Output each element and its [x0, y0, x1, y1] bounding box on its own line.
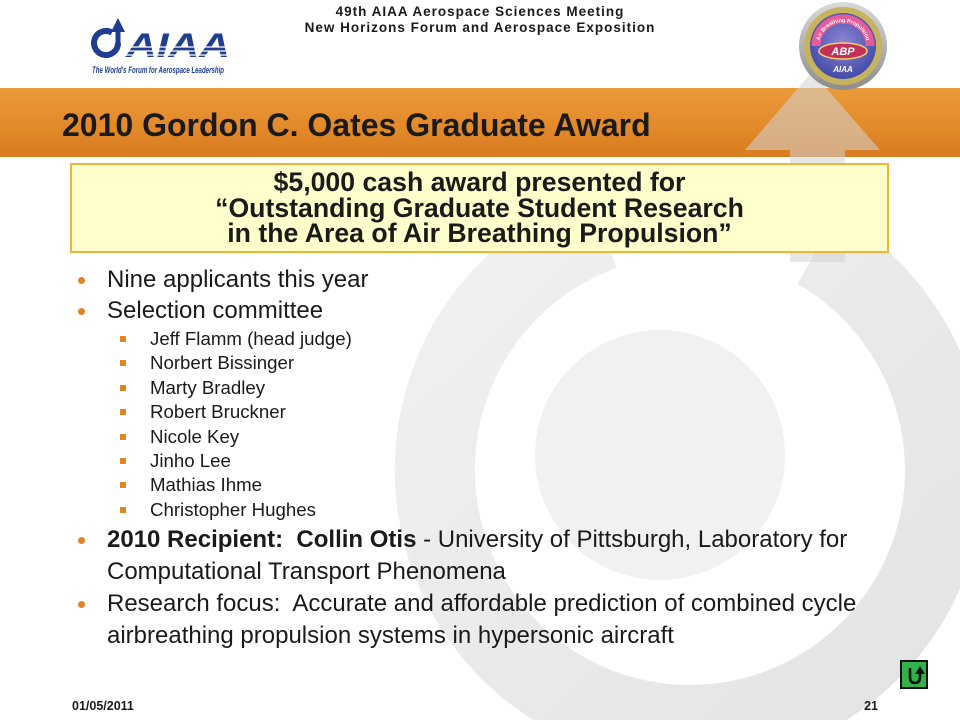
- aiaa-tagline: The World's Forum for Aerospace Leadership: [92, 65, 225, 76]
- bullet-text: Nine applicants this year: [107, 266, 369, 293]
- bullet-icon: [78, 277, 85, 284]
- abp-bottom-text: AIAA: [833, 65, 853, 74]
- committee-member-name: Christopher Hughes: [150, 498, 316, 520]
- sub-bullet-icon: [120, 360, 126, 366]
- committee-list: [150, 327, 352, 522]
- aiaa-arrow-icon: [111, 18, 125, 32]
- aiaa-arrow-shaft: [116, 31, 121, 43]
- committee-member: [150, 498, 352, 522]
- research-text: Research focus: Accurate and affordable prediction of combined cycle airbreathing propulsion systems in hypersonic aircraft: [107, 590, 863, 649]
- aiaa-logo: [86, 12, 242, 80]
- award-box-line: “Outstanding Graduate Student Research: [215, 192, 744, 223]
- committee-member-name: Nicole Key: [150, 425, 240, 447]
- page-number: 21: [864, 699, 878, 713]
- sub-bullet-icon: [120, 434, 126, 440]
- event-subtitle: New Horizons Forum and Aerospace Exposition: [304, 20, 656, 35]
- award-description-box: [70, 163, 889, 253]
- abp-arc-text-path: Air Breathing Propulsion: [815, 17, 871, 42]
- committee-member-name: Marty Bradley: [150, 376, 266, 398]
- award-box-line: $5,000 cash award presented for: [273, 167, 686, 197]
- committee-member-name: Jeff Flamm (head judge): [150, 328, 352, 349]
- bullet-recipient: [107, 524, 877, 588]
- sub-bullet-icon: [120, 336, 126, 342]
- committee-member: [150, 351, 352, 375]
- committee-member-name: Jinho Lee: [150, 450, 231, 472]
- sub-bullet-icon: [120, 409, 126, 415]
- bullet-icon: [78, 601, 85, 608]
- return-arrow-icon: [902, 662, 926, 687]
- committee-member: [150, 376, 352, 400]
- slide-title: 2010 Gordon C. Oates Graduate Award: [62, 107, 651, 143]
- committee-member-name: Robert Bruckner: [150, 401, 286, 423]
- committee-member: [150, 473, 352, 497]
- committee-member: [150, 449, 352, 473]
- abp-center-text: ABP: [831, 46, 855, 58]
- bullet-icon: [78, 537, 85, 544]
- aiaa-wordmark: AIAA: [124, 27, 230, 65]
- sub-bullet-icon: [120, 482, 126, 488]
- committee-member-name: Mathias Ihme: [150, 474, 262, 496]
- bullet-text: Selection committee: [107, 297, 324, 324]
- committee-member: [150, 400, 352, 424]
- sub-bullet-icon: [120, 458, 126, 464]
- award-box-line: in the Area of Air Breathing Propulsion”: [227, 218, 732, 248]
- bullet-icon: [78, 308, 85, 315]
- return-button[interactable]: [900, 660, 928, 689]
- committee-member: [150, 425, 352, 449]
- bullet-applicants: [107, 264, 368, 296]
- sub-bullet-icon: [120, 507, 126, 513]
- abp-emblem-logo: [796, 0, 890, 92]
- committee-member-name: Norbert Bissinger: [150, 352, 295, 374]
- committee-member: [150, 327, 352, 351]
- recipient-detail: - University of Pittsburgh, Laboratory for Computational Transport Phenomena: [107, 526, 854, 585]
- footer-date: 01/05/2011: [72, 699, 134, 713]
- sub-bullet-icon: [120, 385, 126, 391]
- recipient-label: 2010 Recipient: Collin Otis: [107, 526, 417, 553]
- bullet-committee: [107, 295, 323, 327]
- bullet-research: [107, 588, 877, 652]
- aiaa-ring-icon: [94, 31, 118, 55]
- event-header: [230, 4, 730, 36]
- event-name: 49th AIAA Aerospace Sciences Meeting: [335, 4, 625, 19]
